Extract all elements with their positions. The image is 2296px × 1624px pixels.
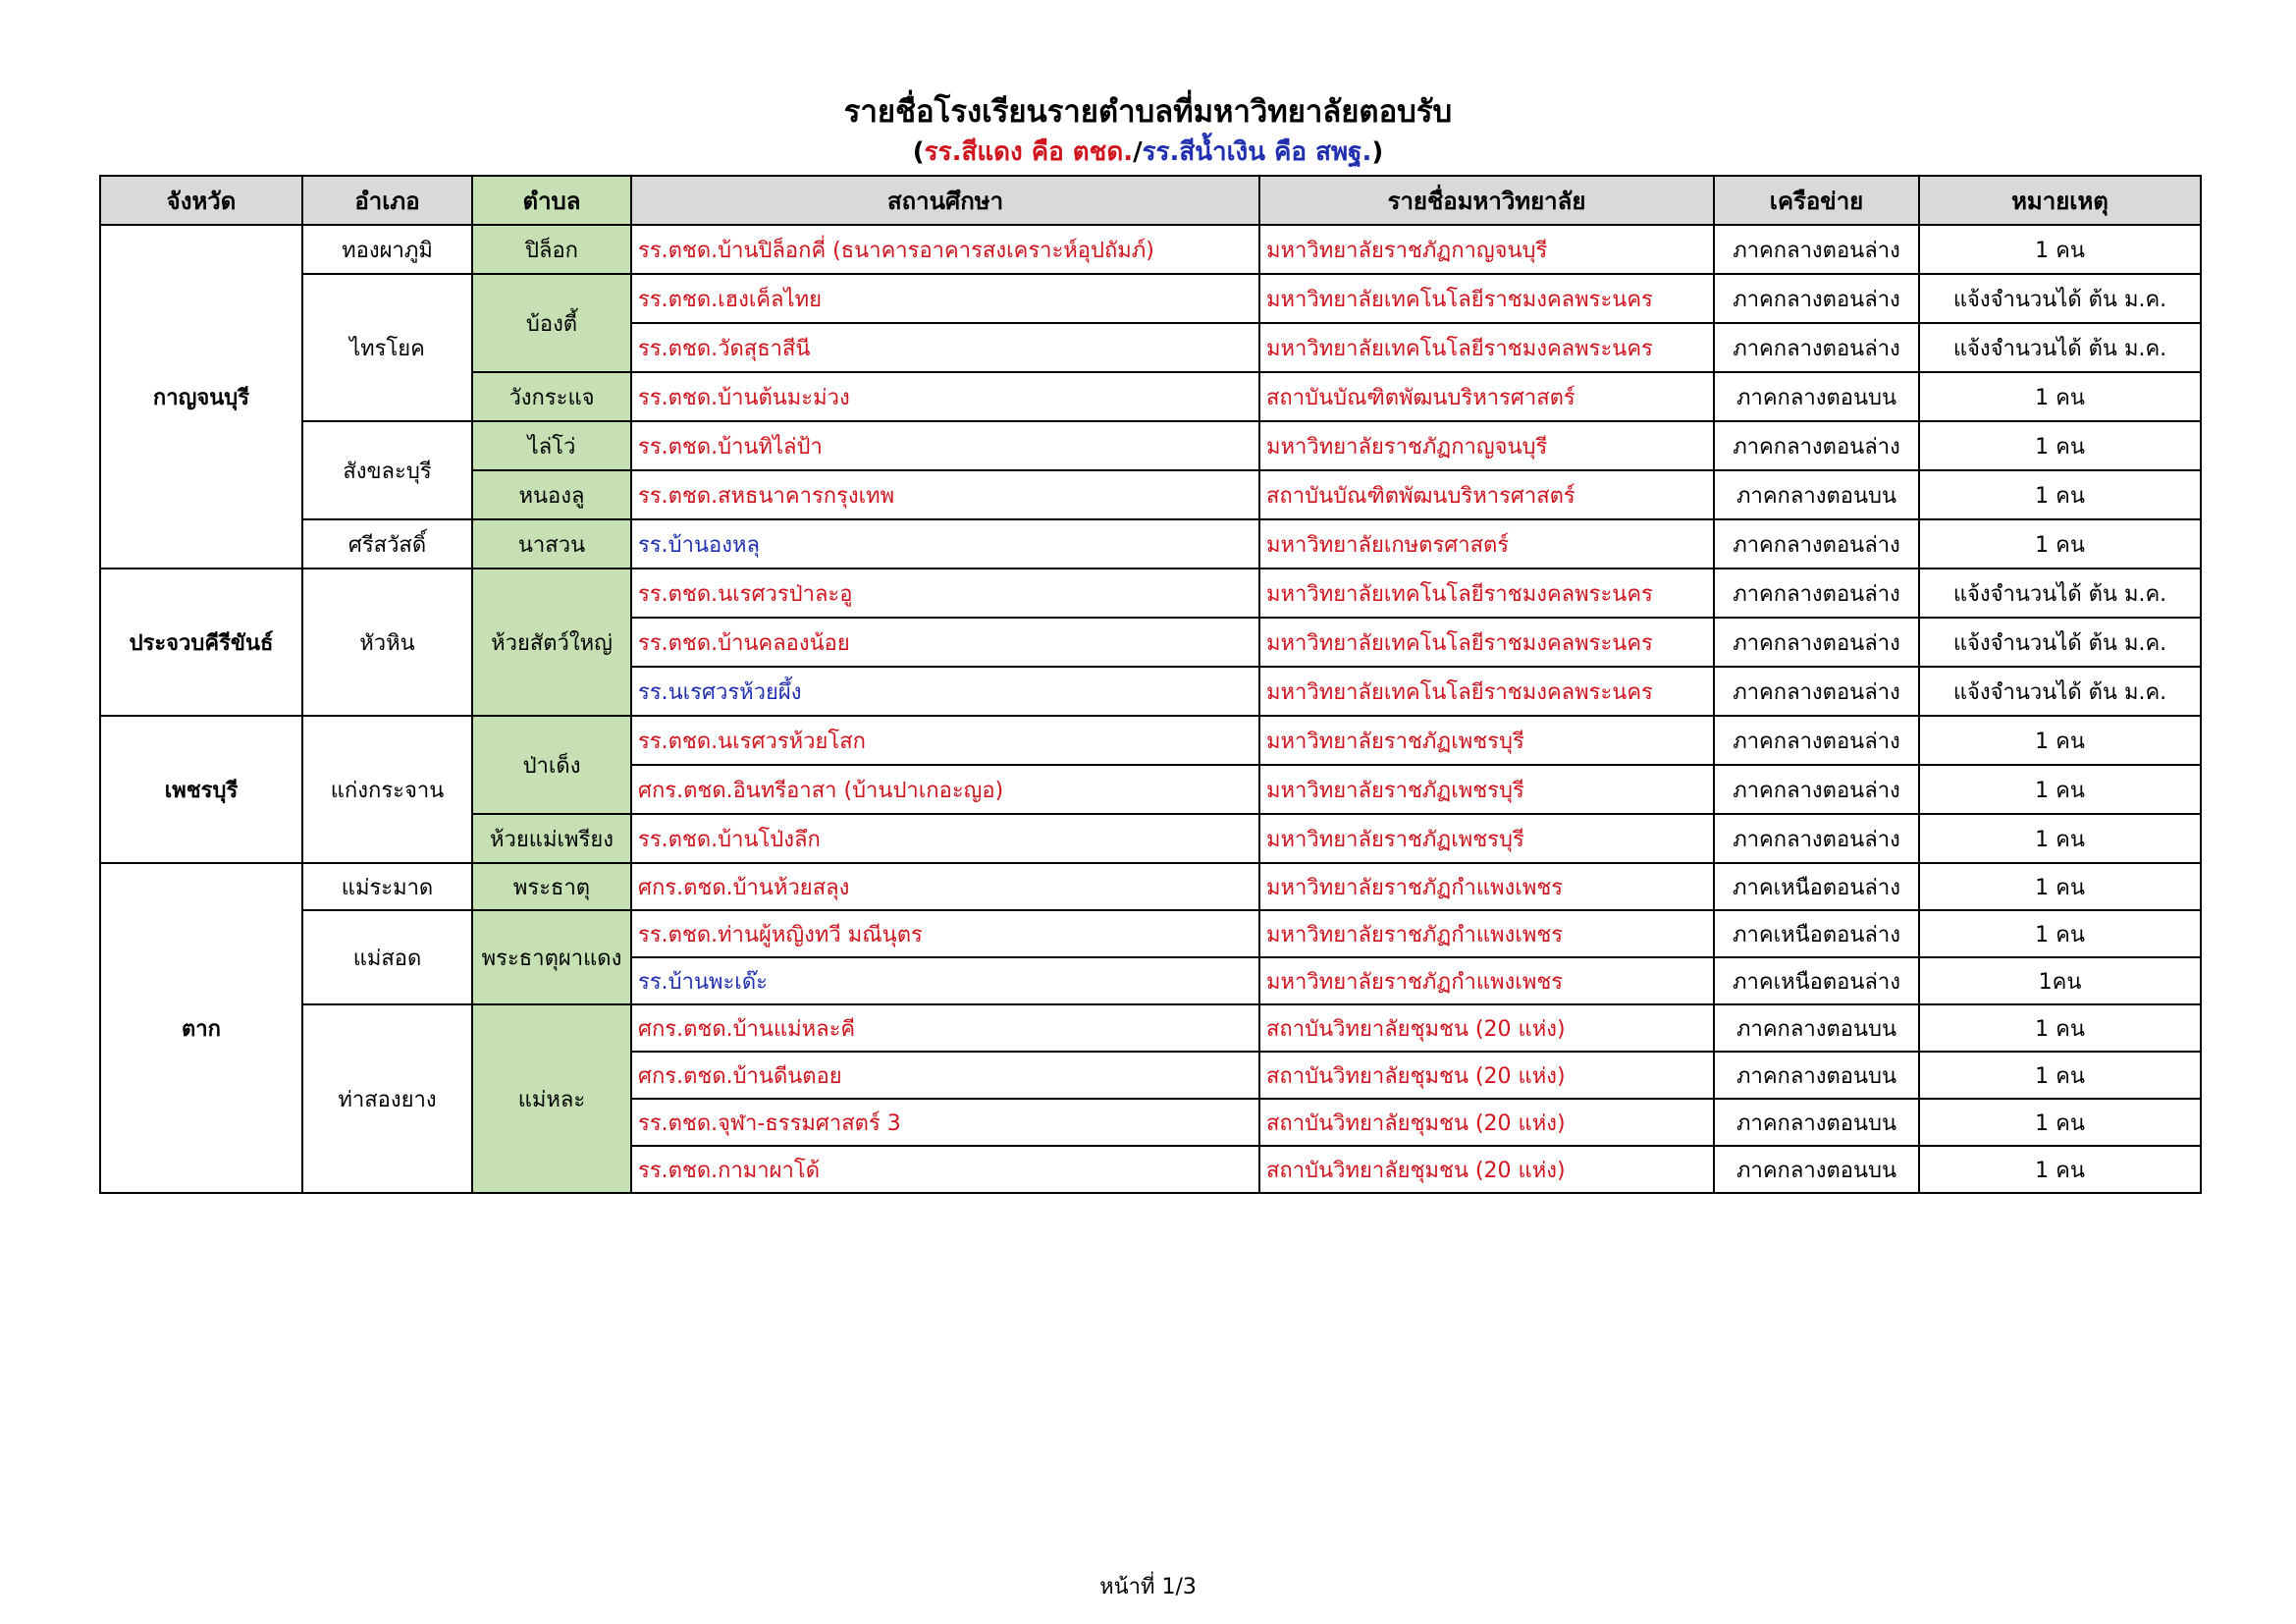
network-cell: ภาคกลางตอนล่าง [1714,618,1919,667]
table-row [100,1004,2201,1052]
school-cell: รร.ตชด.วัดสุธาสีนี [631,323,1259,372]
university-cell: มหาวิทยาลัยราชภัฏกำแพงเพชร [1259,910,1714,957]
school-cell: รร.ตชด.เฮงเค็ลไทย [631,274,1259,323]
school-cell: ศกร.ตชด.บ้านห้วยสลุง [631,863,1259,910]
note-cell: 1 คน [1919,1099,2201,1146]
page-number: หน้าที่ 1/3 [1099,1575,1197,1599]
school-cell: รร.ตชด.บ้านต้นมะม่วง [631,372,1259,421]
university-cell: มหาวิทยาลัยเทคโนโลยีราชมงคลพระนคร [1259,618,1714,667]
note-cell: 1 คน [1919,910,2201,957]
university-cell: มหาวิทยาลัยเทคโนโลยีราชมงคลพระนคร [1259,274,1714,323]
note-cell: 1คน [1919,957,2201,1004]
header-tambon: ตำบล [472,176,631,225]
school-cell: ศกร.ตชด.อินทรีอาสา (บ้านปาเกอะญอ) [631,765,1259,814]
subtitle-open: ( [912,137,925,167]
table-row [100,716,2201,765]
university-cell: มหาวิทยาลัยเทคโนโลยีราชมงคลพระนคร [1259,667,1714,716]
amphoe-cell: แม่ระมาด [302,863,472,910]
note-cell: แจ้งจำนวนได้ ต้น ม.ค. [1919,568,2201,618]
note-cell: 1 คน [1919,814,2201,863]
province-cell: ประจวบคีรีขันธ์ [100,568,302,716]
school-cell: รร.ตชด.บ้านทิไล่ป้า [631,421,1259,470]
tambon-cell: พระธาตุผาแดง [472,910,631,1004]
school-cell: รร.บ้านพะเด๊ะ [631,957,1259,1004]
header-school: สถานศึกษา [631,176,1259,225]
network-cell: ภาคกลางตอนล่าง [1714,568,1919,618]
university-cell: สถาบันวิทยาลัยชุมชน (20 แห่ง) [1259,1052,1714,1099]
university-cell: มหาวิทยาลัยราชภัฏเพชรบุรี [1259,814,1714,863]
network-cell: ภาคกลางตอนบน [1714,1146,1919,1193]
network-cell: ภาคกลางตอนล่าง [1714,274,1919,323]
tambon-cell: ห้วยแม่เพรียง [472,814,631,863]
amphoe-cell: ไทรโยค [302,274,472,421]
network-cell: ภาคกลางตอนบน [1714,1099,1919,1146]
tambon-cell: หนองลู [472,470,631,519]
university-cell: สถาบันบัณฑิตพัฒนบริหารศาสตร์ [1259,372,1714,421]
tambon-cell: พระธาตุ [472,863,631,910]
note-cell: 1 คน [1919,1052,2201,1099]
network-cell: ภาคกลางตอนล่าง [1714,323,1919,372]
subtitle-slash: / [1133,137,1143,167]
network-cell: ภาคเหนือตอนล่าง [1714,863,1919,910]
school-cell: รร.ตชด.จุฬา-ธรรมศาสตร์ 3 [631,1099,1259,1146]
table-row [100,225,2201,274]
school-cell: รร.บ้านองหลุ [631,519,1259,568]
table-row [100,519,2201,568]
note-cell: 1 คน [1919,470,2201,519]
tambon-cell: นาสวน [472,519,631,568]
university-cell: มหาวิทยาลัยราชภัฏกำแพงเพชร [1259,957,1714,1004]
header-province: จังหวัด [100,176,302,225]
university-cell: มหาวิทยาลัยราชภัฏเพชรบุรี [1259,716,1714,765]
tambon-cell: ป่าเด็ง [472,716,631,814]
note-cell: 1 คน [1919,225,2201,274]
network-cell: ภาคกลางตอนล่าง [1714,667,1919,716]
school-cell: รร.ตชด.บ้านโป่งลึก [631,814,1259,863]
amphoe-cell: หัวหิน [302,568,472,716]
note-cell: 1 คน [1919,1146,2201,1193]
header-note: หมายเหตุ [1919,176,2201,225]
page-title: รายชื่อโรงเรียนรายตำบลที่มหาวิทยาลัยตอบรับ [843,94,1453,130]
school-cell: รร.นเรศวรห้วยผึ้ง [631,667,1259,716]
province-cell: กาญจนบุรี [100,225,302,568]
university-cell: สถาบันวิทยาลัยชุมชน (20 แห่ง) [1259,1146,1714,1193]
network-cell: ภาคกลางตอนล่าง [1714,765,1919,814]
university-cell: สถาบันวิทยาลัยชุมชน (20 แห่ง) [1259,1099,1714,1146]
note-cell: 1 คน [1919,372,2201,421]
school-cell: ศกร.ตชด.บ้านดีนตอย [631,1052,1259,1099]
university-cell: มหาวิทยาลัยเทคโนโลยีราชมงคลพระนคร [1259,568,1714,618]
note-cell: 1 คน [1919,863,2201,910]
note-cell: แจ้งจำนวนได้ ต้น ม.ค. [1919,323,2201,372]
university-cell: สถาบันบัณฑิตพัฒนบริหารศาสตร์ [1259,470,1714,519]
amphoe-cell: แม่สอด [302,910,472,1004]
network-cell: ภาคเหนือตอนล่าง [1714,957,1919,1004]
header-amphoe: อำเภอ [302,176,472,225]
university-cell: มหาวิทยาลัยราชภัฏเพชรบุรี [1259,765,1714,814]
note-cell: 1 คน [1919,1004,2201,1052]
table-row [100,910,2201,957]
table-row [100,568,2201,618]
tambon-cell: แม่หละ [472,1004,631,1193]
network-cell: ภาคกลางตอนบน [1714,1004,1919,1052]
amphoe-cell: ศรีสวัสดิ์ [302,519,472,568]
amphoe-cell: สังขละบุรี [302,421,472,519]
province-cell: ตาก [100,863,302,1193]
network-cell: ภาคกลางตอนล่าง [1714,814,1919,863]
subtitle-blue-legend: รร.สีน้ำเงิน คือ สพฐ. [1142,137,1372,167]
school-cell: รร.ตชด.นเรศวรห้วยโสก [631,716,1259,765]
province-cell: เพชรบุรี [100,716,302,863]
tambon-cell: ปิล็อก [472,225,631,274]
header-university: รายชื่อมหาวิทยาลัย [1259,176,1714,225]
note-cell: แจ้งจำนวนได้ ต้น ม.ค. [1919,618,2201,667]
header-network: เครือข่าย [1714,176,1919,225]
school-cell: รร.ตชด.นเรศวรป่าละอู [631,568,1259,618]
network-cell: ภาคกลางตอนล่าง [1714,225,1919,274]
tambon-cell: ห้วยสัตว์ใหญ่ [472,568,631,716]
note-cell: แจ้งจำนวนได้ ต้น ม.ค. [1919,274,2201,323]
university-cell: สถาบันวิทยาลัยชุมชน (20 แห่ง) [1259,1004,1714,1052]
amphoe-cell: ท่าสองยาง [302,1004,472,1193]
table-row [100,863,2201,910]
school-cell: รร.ตชด.ท่านผู้หญิงทวี มณีนุตร [631,910,1259,957]
network-cell: ภาคกลางตอนล่าง [1714,519,1919,568]
amphoe-cell: ทองผาภูมิ [302,225,472,274]
network-cell: ภาคกลางตอนบน [1714,1052,1919,1099]
network-cell: ภาคกลางตอนบน [1714,372,1919,421]
page-subtitle [0,132,2296,172]
table-row [100,421,2201,470]
table-row [100,274,2201,323]
note-cell: 1 คน [1919,519,2201,568]
subtitle-red-legend: รร.สีแดง คือ ตชด. [924,137,1134,167]
network-cell: ภาคกลางตอนล่าง [1714,421,1919,470]
note-cell: 1 คน [1919,421,2201,470]
network-cell: ภาคกลางตอนล่าง [1714,716,1919,765]
amphoe-cell: แก่งกระจาน [302,716,472,863]
header-row [100,176,2201,225]
note-cell: แจ้งจำนวนได้ ต้น ม.ค. [1919,667,2201,716]
school-cell: ศกร.ตชด.บ้านแม่หละคี [631,1004,1259,1052]
university-cell: มหาวิทยาลัยราชภัฏกาญจนบุรี [1259,421,1714,470]
note-cell: 1 คน [1919,765,2201,814]
school-cell: รร.ตชด.บ้านปิล็อกคี่ (ธนาคารอาคารสงเคราะห์อุปถัมภ์) [631,225,1259,274]
university-cell: มหาวิทยาลัยเทคโนโลยีราชมงคลพระนคร [1259,323,1714,372]
school-cell: รร.ตชด.กามาผาโด้ [631,1146,1259,1193]
network-cell: ภาคเหนือตอนล่าง [1714,910,1919,957]
note-cell: 1 คน [1919,716,2201,765]
tambon-cell: ไล่โว่ [472,421,631,470]
tambon-cell: บ้องตี้ [472,274,631,372]
university-cell: มหาวิทยาลัยเกษตรศาสตร์ [1259,519,1714,568]
university-cell: มหาวิทยาลัยราชภัฏกาญจนบุรี [1259,225,1714,274]
school-table [99,175,2202,1194]
subtitle-close: ) [1371,137,1384,167]
network-cell: ภาคกลางตอนบน [1714,470,1919,519]
school-cell: รร.ตชด.สหธนาคารกรุงเทพ [631,470,1259,519]
university-cell: มหาวิทยาลัยราชภัฏกำแพงเพชร [1259,863,1714,910]
school-cell: รร.ตชด.บ้านคลองน้อย [631,618,1259,667]
tambon-cell: วังกระแจ [472,372,631,421]
